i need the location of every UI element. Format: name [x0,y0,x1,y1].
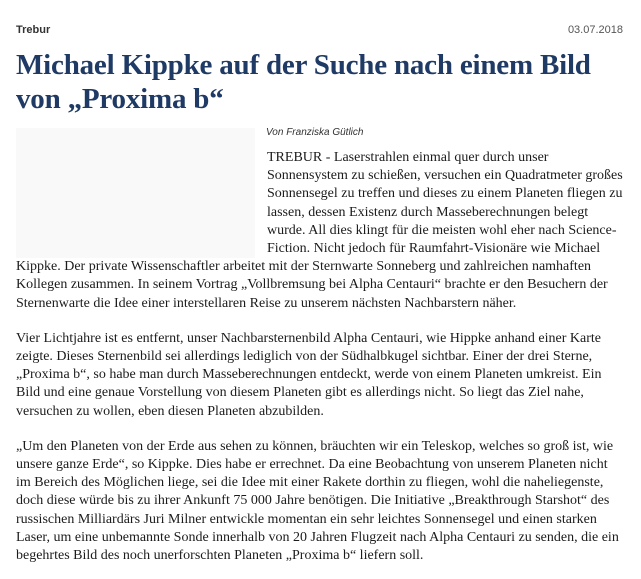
article-byline: Von Franziska Gütlich [266,127,364,138]
article-paragraph-2: Vier Lichtjahre ist es entfernt, unser Nachbarsternenbild Alpha Centauri, wie Hippke anhand einer Karte zeigte. Dieses Sternenbild sei allerdings lediglich von der Südhalbkugel sichtbar. Einer der drei Sterne, „Proxima b“, so habe man durch Masseberechnungen entdeckt, werde von einem Planeten umkreist. Ein Bild und eine genaue Vorstellung von diesem Planeten gibt es allerdings nicht. So liegt das Ziel nahe, versuchen zu wollen, eben diesen Planeten abzubilden. [16,330,602,419]
image-spacer [16,149,267,257]
article-date: 03.07.2018 [567,24,623,36]
article-body [16,149,624,579]
article-paragraph-1: TREBUR - Laserstrahlen einmal quer durch unser Sonnensystem zu schießen, versuchen ein Quadratmeter großes Sonnensegel zu treffen und dieses zu einem Planeten fliegen zu lassen, dessen Existenz durch Masseberechnungen belegt wurde. All dies klingt für die meisten wohl eher nach Science-Fiction. Nicht jedoch für Raumfahrt-Visionäre wie Michael Kippke. Der private Wissenschaftler arbeitet mit der Sternwarte Sonneberg und zahlreichen namhaften Kollegen zusammen. In seinem Vortrag „Vollbremsung bei Alpha Centauri“ brachte er den Besuchern der Sternenwarte die Idee einer interstellaren Reise zu unserem nächsten Nachbarstern näher. [16,150,623,311]
article-location: Trebur [16,24,51,36]
article-headline: Michael Kippke auf der Suche nach einem Bild von „Proxima b“ [16,49,591,115]
article-paragraph-3: „Um den Planeten von der Erde aus sehen zu können, bräuchten wir ein Teleskop, welches so groß ist, wie unsere ganze Erde“, so Kippke. Dies habe er errechnet. Da eine Beobachtung von unserem Planeten nicht im Bereich des Möglichen liege, sei die Idee mit einer Rakete dorthin zu fliegen, wohl die naheliegenste, doch diese würde bis zu ihrer Ankunft 75 000 Jahre benötigen. Die Initiative „Breakthrough Starshot“ des russischen Milliardärs Juri Milner entwickle momentan ein sehr leichtes Sonnensegel und einen starken Laser, um eine unbemannte Sonde innerhalb von 20 Jahren Flugzeit nach Alpha Centauri zu senden, die ein begehrtes Bild des noch unerforschten Planeten „Proxima b“ liefern soll. [16,438,619,564]
